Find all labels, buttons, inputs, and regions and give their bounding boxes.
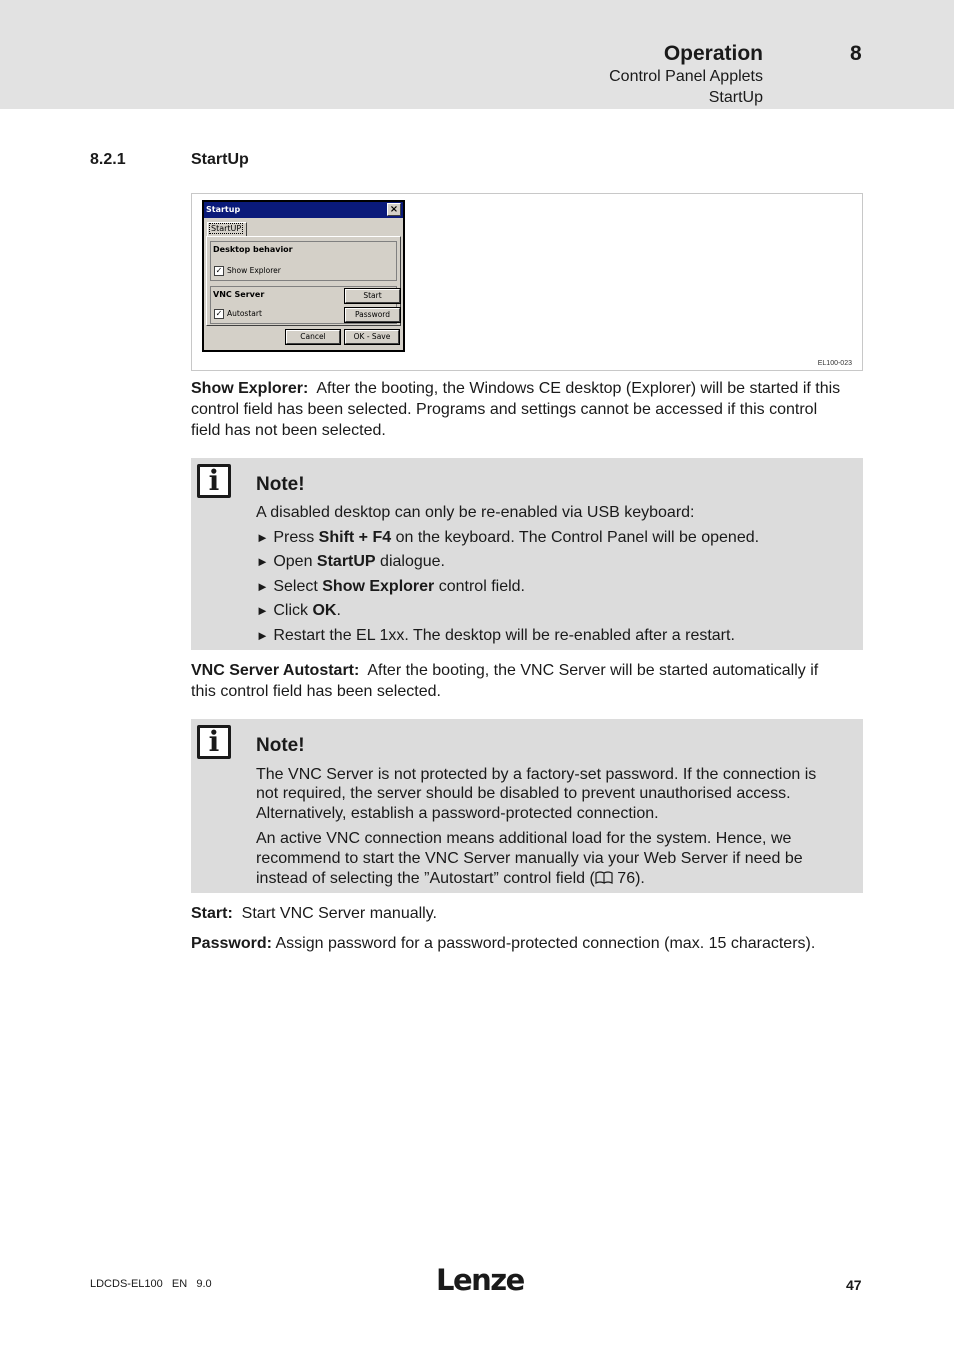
dialog-title: Startup bbox=[206, 205, 241, 214]
header-subtitle-2: StartUp bbox=[708, 89, 763, 106]
chapter-number: 8 bbox=[850, 42, 862, 65]
autostart-label: Autostart bbox=[227, 309, 262, 318]
ok-save-button[interactable]: OK - Save bbox=[345, 330, 399, 344]
dialog-titlebar bbox=[204, 202, 403, 218]
show-explorer-checkbox[interactable]: ✓ bbox=[215, 266, 223, 275]
note-p1-line3: Alternatively, establish a password-protected connection. bbox=[256, 805, 659, 822]
book-icon bbox=[595, 871, 613, 884]
arrow-icon: ► bbox=[256, 628, 269, 643]
chapter-title: Operation bbox=[663, 42, 763, 65]
note-box-desktop bbox=[191, 458, 863, 650]
header-subtitle-1: Control Panel Applets bbox=[609, 68, 763, 85]
vnc-server-group bbox=[210, 286, 397, 324]
arrow-icon: ► bbox=[256, 579, 269, 594]
vnc-autostart-text: After the booting, the VNC Server will be started automatically if bbox=[367, 662, 819, 679]
arrow-icon: ► bbox=[256, 530, 269, 545]
show-explorer-term: Show Explorer: bbox=[191, 380, 309, 397]
show-explorer-label: Show Explorer bbox=[227, 266, 281, 275]
figure-box bbox=[191, 193, 863, 371]
close-icon[interactable]: × bbox=[387, 203, 401, 216]
note-step-5: ► Restart the EL 1xx. The desktop will be re-enabled after a restart. bbox=[256, 627, 735, 644]
start-term: Start: bbox=[191, 905, 233, 922]
note-title: Note! bbox=[256, 735, 305, 756]
password-term: Password: bbox=[191, 935, 272, 952]
page-reference[interactable]: 76 bbox=[617, 870, 636, 887]
section-number: 8.2.1 bbox=[90, 151, 126, 168]
page-number: 47 bbox=[846, 1277, 862, 1293]
note-step-1: ► Press Shift + F4 on the keyboard. The Control Panel will be opened. bbox=[256, 529, 760, 546]
show-explorer-line3: field has not been selected. bbox=[191, 422, 386, 439]
note-p2-line1: An active VNC connection means additional load for the system. Hence, we bbox=[256, 830, 792, 847]
section-title: StartUp bbox=[191, 151, 249, 168]
cancel-button[interactable]: Cancel bbox=[286, 330, 340, 344]
note-p2-line3: instead of selecting the ”Autostart” control field ( 76). bbox=[256, 870, 645, 887]
note-box-vnc bbox=[191, 719, 863, 893]
vnc-autostart-line2: this control field has been selected. bbox=[191, 683, 441, 700]
info-icon: i bbox=[197, 464, 231, 498]
desktop-behavior-title: Desktop behavior bbox=[213, 245, 293, 254]
start-paragraph bbox=[191, 903, 863, 924]
password-text: Assign password for a password-protected connection (max. 15 characters). bbox=[275, 935, 816, 952]
start-button[interactable]: Start bbox=[345, 289, 400, 303]
password-button[interactable]: Password bbox=[345, 308, 400, 322]
show-explorer-line2: control field has been selected. Programs and settings cannot be accessed if this control bbox=[191, 401, 818, 418]
note-title: Note! bbox=[256, 474, 305, 495]
tab-startup[interactable] bbox=[207, 222, 247, 237]
start-text: Start VNC Server manually. bbox=[241, 905, 437, 922]
note-step-4: ► Click OK. bbox=[256, 602, 341, 619]
show-explorer-text: After the booting, the Windows CE desktop (Explorer) will be started if this bbox=[316, 380, 841, 397]
note-step-3: ► Select Show Explorer control field. bbox=[256, 578, 525, 595]
arrow-icon: ► bbox=[256, 603, 269, 618]
note-p1-line1: The VNC Server is not protected by a factory-set password. If the connection is bbox=[256, 766, 817, 783]
note-step-2: ► Open StartUP dialogue. bbox=[256, 553, 445, 570]
startup-dialog bbox=[202, 200, 405, 352]
show-explorer-paragraph bbox=[191, 378, 863, 441]
figure-id: EL100-023 bbox=[817, 360, 852, 367]
vnc-autostart-term: VNC Server Autostart: bbox=[191, 662, 360, 679]
arrow-icon: ► bbox=[256, 554, 269, 569]
note-intro: A disabled desktop can only be re-enabled via USB keyboard: bbox=[256, 504, 695, 521]
info-icon: i bbox=[197, 725, 231, 759]
lenze-logo: Lenze bbox=[436, 1263, 524, 1297]
tab-startup-label: StartUP bbox=[211, 224, 242, 233]
desktop-behavior-group bbox=[210, 241, 397, 281]
note-p2-line2: recommend to start the VNC Server manually via your Web Server if need be bbox=[256, 850, 803, 867]
page-header bbox=[0, 0, 954, 109]
note-p1-line2: not required, the server should be disabled to prevent unauthorised access. bbox=[256, 785, 791, 802]
vnc-server-title: VNC Server bbox=[213, 290, 265, 299]
vnc-autostart-paragraph bbox=[191, 660, 863, 702]
password-paragraph bbox=[191, 933, 863, 954]
document-id: LDCDS-EL100 EN 9.0 bbox=[90, 1278, 212, 1290]
autostart-checkbox[interactable]: ✓ bbox=[215, 309, 223, 318]
dialog-panel bbox=[206, 236, 401, 326]
